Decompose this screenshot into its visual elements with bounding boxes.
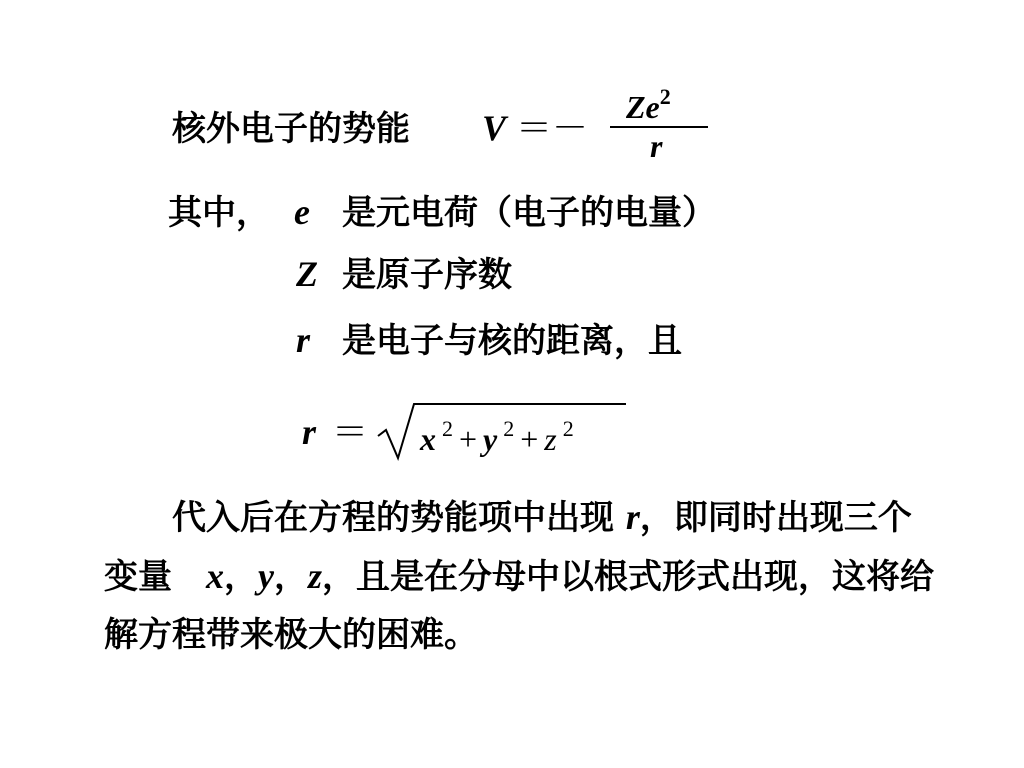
radicand-x: x [420,421,436,457]
fraction-denominator: r [650,128,663,164]
potential-label: 核外电子的势能 [172,109,410,149]
equals-minus-sign: ＝－ [516,108,589,148]
definitions-intro: 其中， [168,193,270,233]
fraction-numerator [626,86,671,123]
paragraph-part-1: 代入后在方程的势能项中出现 [172,498,626,538]
r-description: 是电子与核的距离，且 [342,321,682,361]
symbol-e: e [294,192,310,232]
paragraph-indent [104,498,172,538]
plus-sign-2: + [520,421,539,457]
symbol-r: r [296,320,311,360]
plus-sign-1: + [459,421,478,457]
distance-equals-sign: ＝ [332,412,369,452]
radicand-y: y [483,421,498,457]
radicand-z: z [544,421,557,457]
paragraph-sep-1: ， [224,557,258,597]
paragraph-var-r: r [625,497,640,537]
paragraph-var-y: y [258,556,274,596]
distance-lhs-r: r [302,412,317,452]
explanation-paragraph [104,488,934,664]
radicand-y-exponent: 2 [503,416,515,441]
e-description: 是元电荷（电子的电量） [342,193,716,233]
paragraph-var-x: x [206,556,224,596]
paragraph-sep-2: ， [273,557,308,597]
paragraph-part-2: ，即同时出现三个变量 [104,498,912,597]
paragraph-var-z: z [307,556,322,596]
numerator-exponent: 2 [659,84,671,109]
symbol-z-upper: Z [296,254,318,294]
radicand-x-exponent: 2 [442,416,453,441]
numerator-base: Ze [626,89,660,125]
radicand-z-exponent: 2 [562,416,574,441]
potential-symbol-v: V [482,108,507,148]
z-description: 是原子序数 [342,255,512,295]
paragraph-part-3: ，且是在分母中以根式形式出现，这将给解方程带来极大的困难。 [104,557,934,655]
radicand-expression [420,418,574,455]
